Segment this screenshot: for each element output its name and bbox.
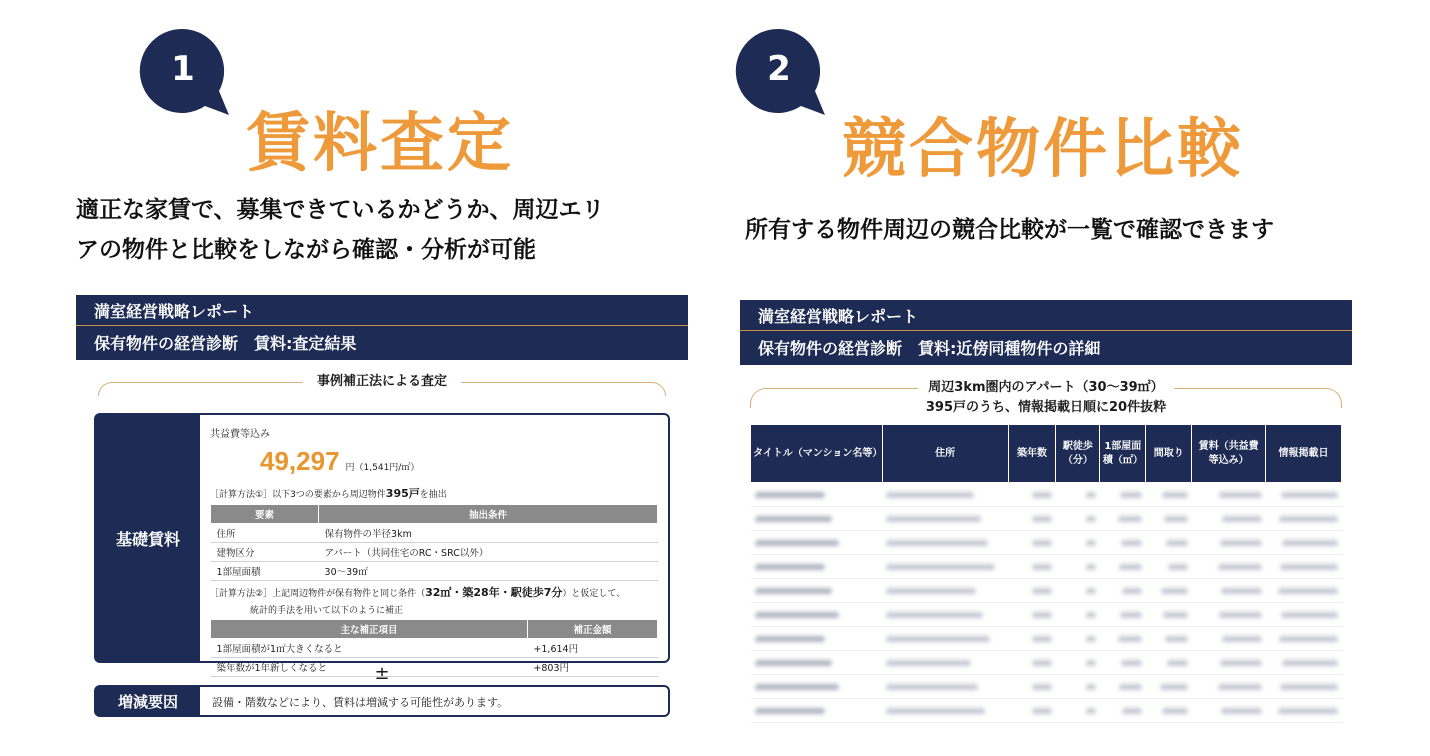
blurred-cell [1192,699,1266,723]
blurred-cell [1056,483,1100,507]
blurred-cell [1192,531,1266,555]
blurred-cell [1100,699,1146,723]
blurred-cell [882,531,1008,555]
base-rent-block [94,413,670,674]
col-title: タイトル（マンション名等） [751,425,883,483]
conditions-table: 要素 抽出条件 住所 保有物件の半径3km 建物区分 アパート（共同住宅のRC・SRC以外） 1部屋面積 30〜39㎡ [210,504,658,581]
table-row: 住所 保有物件の半径3km [211,524,658,543]
blurred-cell [1266,483,1342,507]
increase-decrease-label: 増減要因 [96,687,200,715]
competitor-report-image [740,300,1352,730]
blurred-cell [1100,555,1146,579]
panel-title: 競合物件比較 [842,113,1244,187]
blurred-cell [751,507,883,531]
table-row [751,603,1342,627]
plus-minus-sign: ± [374,663,390,684]
blurred-cell [751,555,883,579]
blurred-cell [882,507,1008,531]
blurred-cell [1146,507,1192,531]
col-address: 住所 [882,425,1008,483]
adjustments-table: 主な補正項目 補正金額 1部屋面積が1㎡大きくなると +1,614円 築年数が1年新しくなると +803円 [210,619,658,677]
blurred-cell [1100,579,1146,603]
fee-label: 共益費等込み [210,429,270,440]
blurred-cell [1146,579,1192,603]
blurred-cell [1266,531,1342,555]
rent-price: 49,297 [260,446,340,476]
blurred-cell [1008,483,1056,507]
blurred-cell [1008,675,1056,699]
blurred-cell [1056,699,1100,723]
blurred-cell [1008,627,1056,651]
blurred-cell [1266,699,1342,723]
report-header-subtitle: 保有物件の経営診断 賃料:査定結果 [94,334,357,353]
blurred-cell [751,603,883,627]
blurred-cell [1056,531,1100,555]
blurred-cell [1056,627,1100,651]
comparison-title [740,378,1352,398]
panel-title: 賃料査定 [246,107,514,181]
col-layout: 間取り [1146,425,1192,483]
blurred-cell [751,483,883,507]
increase-decrease-block [94,685,670,717]
table-row: 建物区分 アパート（共同住宅のRC・SRC以外） [211,543,658,562]
blurred-cell [1146,627,1192,651]
col-walk: 駅徒歩（分） [1056,425,1100,483]
blurred-cell [1192,507,1266,531]
blurred-cell [1266,627,1342,651]
blurred-cell [1100,627,1146,651]
table-row [751,699,1342,723]
blurred-cell [882,603,1008,627]
bubble-number: 1 [171,49,195,89]
blurred-cell [1100,507,1146,531]
blurred-cell [1266,675,1342,699]
blurred-cell [1146,483,1192,507]
panel-description: 所有する物件周辺の競合比較が一覧で確認できます [745,217,1274,243]
blurred-cell [751,579,883,603]
section-title-text: 事例補正法による査定 [303,370,461,389]
blurred-cell [751,675,883,699]
blurred-cell [1266,651,1342,675]
blurred-cell [882,651,1008,675]
competitor-comparison-panel [715,0,1430,756]
description-line-2: アの物件と比較をしながら確認・分析が可能 [76,237,536,263]
blurred-cell [1192,555,1266,579]
increase-decrease-text: 設備・階数などにより、賃料は増減する可能性があります。 [212,696,509,709]
method1-note: ［計算方法①］以下3つの要素から周辺物件395戸を抽出 [210,487,447,500]
blurred-cell [1056,507,1100,531]
report-header [76,295,688,360]
competitor-table [750,424,1342,723]
blurred-cell [882,675,1008,699]
blurred-cell [882,483,1008,507]
blurred-cell [1192,627,1266,651]
comparison-title-line1: 周辺3km圏内のアパート（30〜39㎡） [918,380,1173,395]
blurred-cell [882,555,1008,579]
blurred-cell [1008,531,1056,555]
method2-note: ［計算方法②］上記周辺物件が保有物件と同じ条件（32㎡・築28年・駅徒歩7分）と仮定して、 [210,586,626,599]
table-row [751,579,1342,603]
blurred-cell [1100,483,1146,507]
number-bubble-1 [137,25,229,117]
col-area: 1部屋面積（㎡） [1100,425,1146,483]
blurred-cell [1056,579,1100,603]
table-row: 1部屋面積 30〜39㎡ [211,562,658,581]
blurred-cell [882,699,1008,723]
blurred-cell [1266,507,1342,531]
blurred-cell [1192,651,1266,675]
blurred-cell [1192,579,1266,603]
panel-description [76,190,605,270]
blurred-cell [1008,555,1056,579]
col-rent: 賃料（共益費等込み） [1192,425,1266,483]
table-row [751,531,1342,555]
blurred-cell [1192,675,1266,699]
blurred-cell [1100,531,1146,555]
blurred-cell [1056,603,1100,627]
blurred-cell [1056,675,1100,699]
blurred-cell [1008,579,1056,603]
blurred-cell [751,627,883,651]
blurred-cell [1266,555,1342,579]
blurred-cell [1146,531,1192,555]
blurred-cell [882,627,1008,651]
number-bubble-2 [733,25,825,117]
table-row [751,483,1342,507]
table-row [751,627,1342,651]
blurred-cell [1008,699,1056,723]
blurred-cell [1146,603,1192,627]
base-rent-label: 基礎賃料 [96,415,200,661]
rent-price-unit: 円（1,541円/㎡） [345,463,420,473]
description-line-1: 適正な家賃で、募集できているかどうか、周辺エリ [76,197,605,223]
blurred-cell [1192,603,1266,627]
blurred-cell [751,699,883,723]
table-header-row [751,425,1342,483]
blurred-cell [1266,579,1342,603]
table-row: 築年数が1年新しくなると +803円 [211,658,658,677]
blurred-cell [1266,603,1342,627]
blurred-cell [1146,651,1192,675]
report-header-subtitle: 保有物件の経営診断 賃料:近傍同種物件の詳細 [758,339,1101,358]
blurred-cell [751,531,883,555]
col-date: 情報掲載日 [1266,425,1342,483]
blurred-cell [1008,603,1056,627]
blurred-cell [1100,603,1146,627]
bubble-number: 2 [767,49,791,89]
blurred-cell [751,651,883,675]
table-row [751,507,1342,531]
blurred-cell [1100,651,1146,675]
table-row [751,675,1342,699]
report-header-title: 満室経営戦略レポート [740,300,1352,331]
report-header-title: 満室経営戦略レポート [76,295,688,326]
table-row [751,651,1342,675]
blurred-cell [882,579,1008,603]
blurred-cell [1008,651,1056,675]
blurred-cell [1146,699,1192,723]
col-age: 築年数 [1008,425,1056,483]
rent-report-image [76,295,688,725]
blurred-cell [1100,675,1146,699]
method2-note-line2: 統計的手法を用いて以下のように補正 [250,606,404,616]
table-row [751,555,1342,579]
blurred-cell [1146,675,1192,699]
blurred-cell [1056,555,1100,579]
report-header [740,300,1352,365]
table-row: 1部屋面積が1㎡大きくなると +1,614円 [211,639,658,658]
blurred-cell [1056,651,1100,675]
comparison-subtitle: 395戸のうち、情報掲載日順に20件抜粋 [925,400,1167,415]
section-title [98,370,666,396]
blurred-cell [1192,483,1266,507]
blurred-cell [1008,507,1056,531]
blurred-cell [1146,555,1192,579]
